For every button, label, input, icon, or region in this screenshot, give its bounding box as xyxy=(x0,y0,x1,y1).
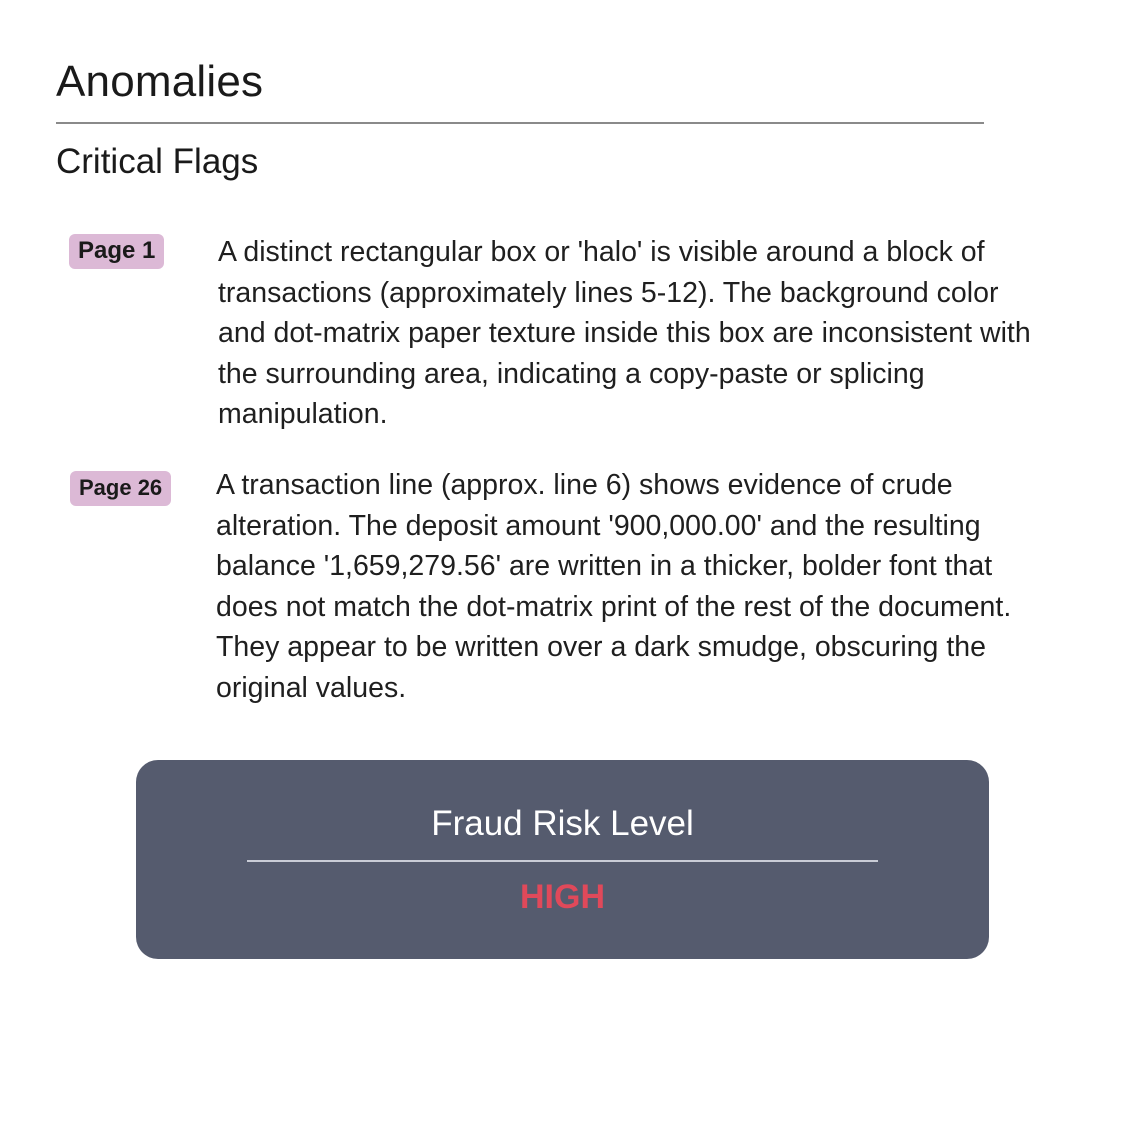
title-divider xyxy=(56,122,984,124)
flag-description: A distinct rectangular box or 'halo' is visible around a block of transactions (approximately lines 5-12). The background color and dot-matrix paper texture inside this box are inconsistent with the surrounding area, indicating a copy-paste or splicing manipulation. xyxy=(218,236,1031,431)
risk-divider xyxy=(247,860,878,862)
risk-level-value: HIGH xyxy=(520,878,605,916)
risk-label: Fraud Risk Level xyxy=(431,804,694,843)
page-badge: Page 1 xyxy=(69,234,164,269)
page-badge: Page 26 xyxy=(70,471,171,506)
section-subtitle: Critical Flags xyxy=(56,142,259,181)
flag-description: A transaction line (approx. line 6) shows evidence of crude alteration. The deposit amount '900,000.00' and the resulting balance '1,659,279.56' are written in a thicker, bolder font that does not match the dot-matrix print of the rest of the document. They appear to be written over a dark smudge, obscuring the original values. xyxy=(216,469,1012,704)
section-title: Anomalies xyxy=(56,57,264,106)
fraud-risk-card xyxy=(136,760,989,959)
